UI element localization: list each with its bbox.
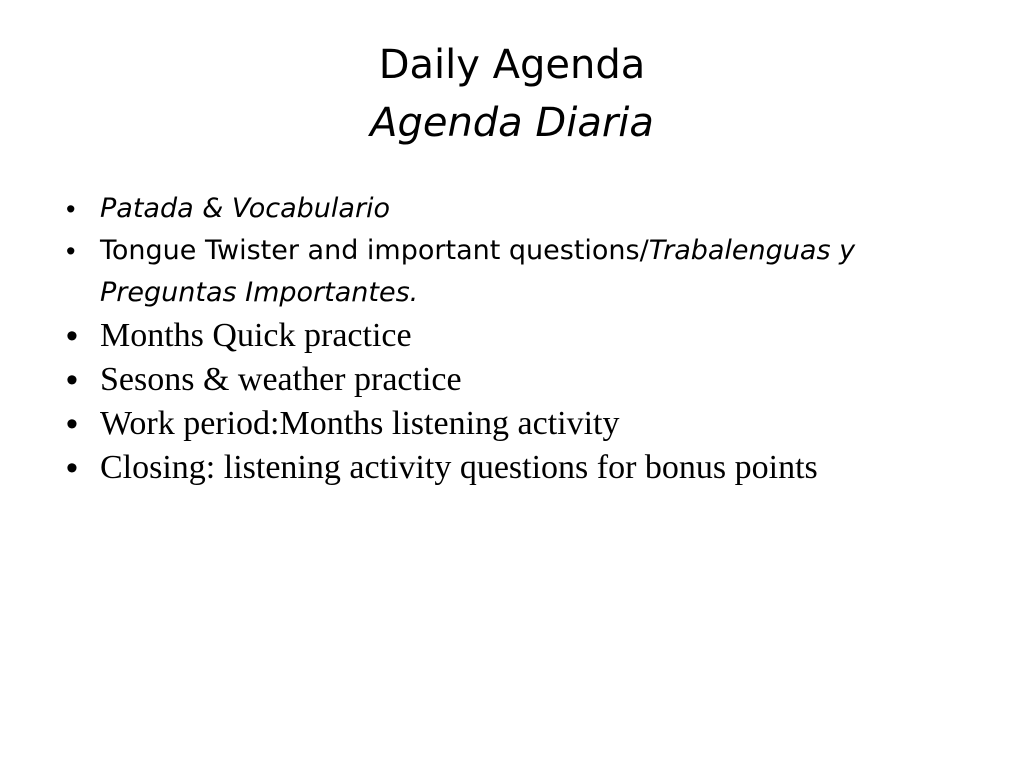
agenda-item-3 xyxy=(60,314,980,358)
agenda-item-text: Work period:Months listening activity xyxy=(100,405,620,442)
slide-title xyxy=(0,36,1024,152)
bullet-icon: • xyxy=(66,405,78,443)
title-english: Daily Agenda xyxy=(378,42,646,88)
agenda-item-text: Patada & Vocabulario xyxy=(100,193,391,224)
bullet-icon: • xyxy=(66,449,78,487)
agenda-item-text-italic: Trabalenguas y Preguntas Importantes. xyxy=(100,235,856,308)
agenda-item-5 xyxy=(60,402,980,446)
bullet-icon: • xyxy=(66,361,78,399)
agenda-item-1 xyxy=(60,188,980,230)
agenda-item-text: Tongue Twister and important questions/ xyxy=(100,235,649,266)
agenda-item-text: Closing: listening activity questions for bonus points xyxy=(100,449,818,486)
agenda-item-4 xyxy=(60,358,980,402)
bullet-icon: • xyxy=(66,317,78,355)
agenda-item-6 xyxy=(60,446,980,490)
bullet-icon: • xyxy=(66,194,76,224)
agenda-item-text: Sesons & weather practice xyxy=(100,361,462,398)
agenda-list xyxy=(60,188,980,490)
agenda-item-2 xyxy=(60,230,980,314)
agenda-item-text: Months Quick practice xyxy=(100,317,412,354)
title-spanish: Agenda Diaria xyxy=(370,100,654,146)
bullet-icon: • xyxy=(66,236,76,266)
